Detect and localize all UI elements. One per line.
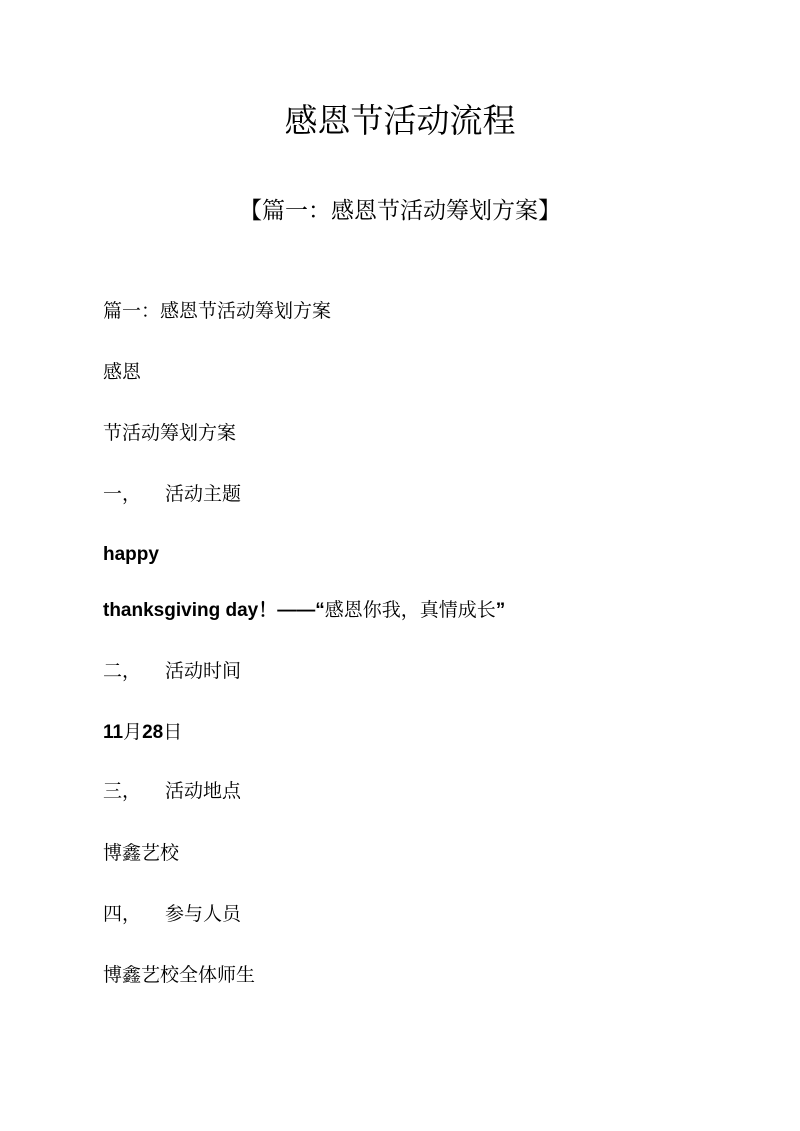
document-title: 感恩节活动流程 [284,101,516,140]
item-number: 一， [103,483,142,505]
text-line-plan: 节活动筹划方案 [103,422,237,444]
date-month: 11 [103,722,124,743]
item-number: 四， [103,903,142,925]
item-label: 活动地点 [165,780,242,802]
item-number: 三， [103,780,142,802]
text-line-gan-en: 感恩 [103,361,142,383]
date-month-unit: 月 [123,721,143,743]
event-date [103,719,182,746]
item-heading-location [103,778,241,804]
event-location: 博鑫艺校 [103,842,180,864]
theme-line-slogan [103,597,505,624]
item-label: 活动主题 [165,483,242,505]
item-label: 参与人员 [165,903,242,925]
slogan-english: thanksgiving day！——“ [103,600,325,621]
document-subtitle: 【篇一：感恩节活动筹划方案】 [239,198,561,224]
slogan-chinese: 感恩你我，真情成长 [324,599,496,621]
item-heading-theme [103,481,241,507]
item-number: 二， [103,660,142,682]
theme-line-happy: happy [103,544,159,565]
item-heading-time [103,658,241,684]
section-heading: 篇一：感恩节活动筹划方案 [103,300,332,322]
slogan-close-quote: ” [495,600,506,621]
event-participants: 博鑫艺校全体师生 [103,964,256,986]
item-label: 活动时间 [165,660,242,682]
date-day: 28 [142,722,164,743]
item-heading-participants [103,901,241,927]
date-day-unit: 日 [163,721,183,743]
